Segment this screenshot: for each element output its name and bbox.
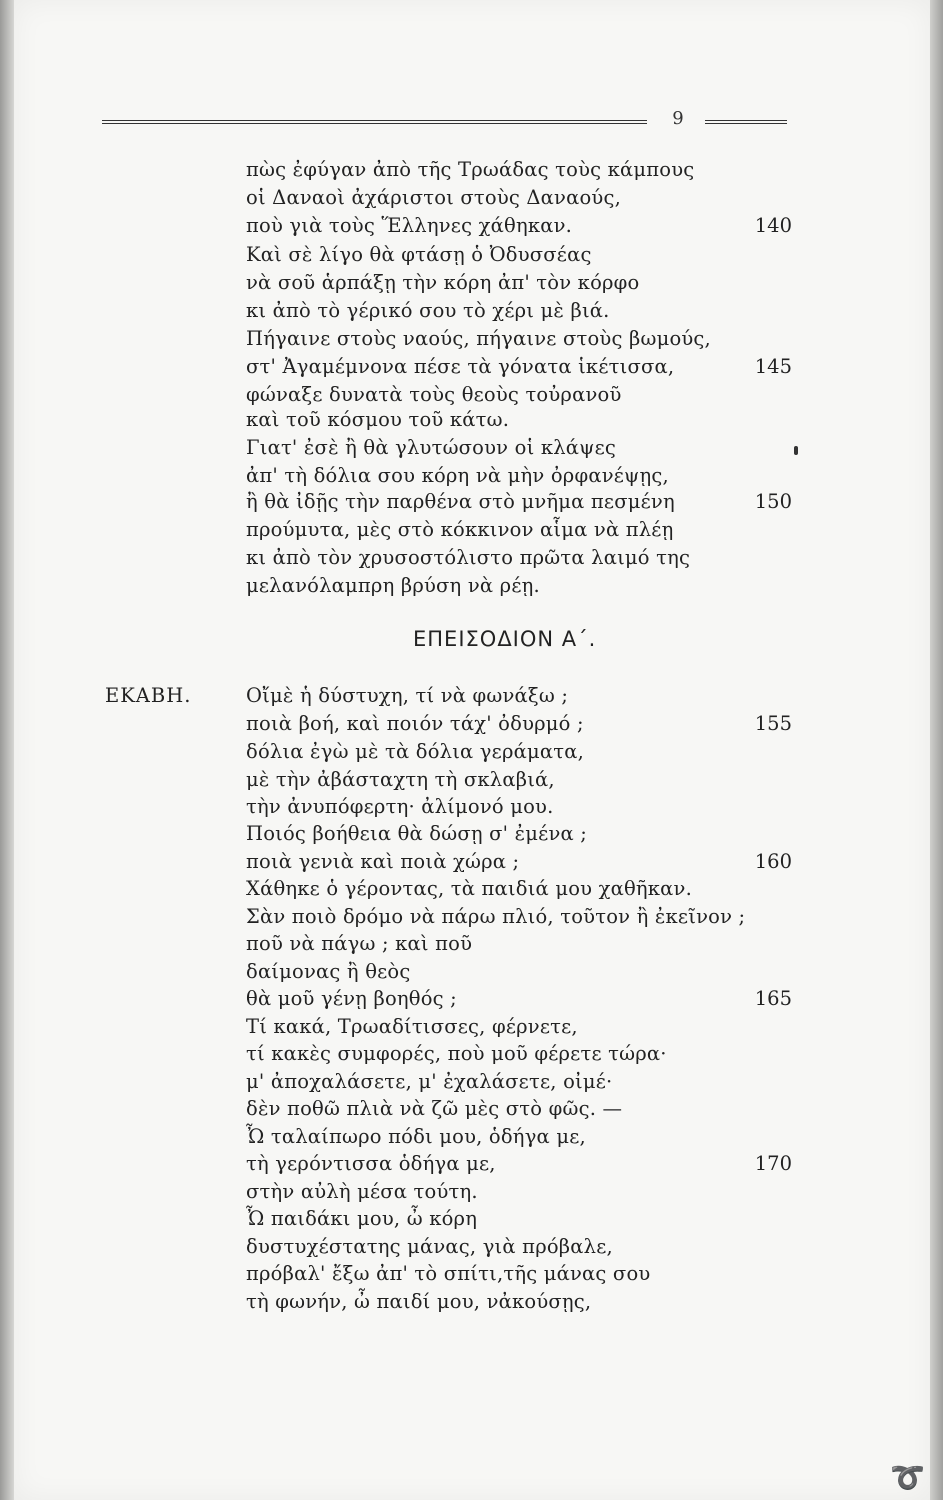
verse-line: στὴν αὐλὴ μέσα τούτη. bbox=[246, 1180, 478, 1203]
line-number: 155 bbox=[754, 712, 792, 735]
verse-line: δαίμονας ἢ θεὸς bbox=[246, 960, 411, 983]
verse-line: μελανόλαμπρη βρύση νὰ ρέῃ. bbox=[246, 574, 540, 597]
verse-line: τὴν ἀνυπόφερτη· ἀλίμονό μου. bbox=[246, 795, 554, 818]
verse-line: Χάθηκε ὁ γέροντας, τὰ παιδιά μου χαθῆκαν. bbox=[246, 877, 693, 900]
line-number: 140 bbox=[754, 214, 792, 237]
line-number: 170 bbox=[754, 1152, 792, 1175]
verse-line: πρόβαλ' ἔξω ἀπ' τὸ σπίτι,τῆς μάνας σου bbox=[246, 1262, 651, 1285]
verse-line: κι ἀπὸ τὸν χρυσοστόλιστο πρῶτα λαιμό της bbox=[246, 546, 691, 569]
verse-line: προύμυτα, μὲς στὸ κόκκινον αἷμα νὰ πλέῃ bbox=[246, 518, 674, 541]
verse-line: κι ἀπὸ τὸ γέρικό σου τὸ χέρι μὲ βιά. bbox=[246, 299, 610, 322]
verse-line: στ' Ἀγαμέμνονα πέσε τὰ γόνατα ἱκέτισσα, bbox=[246, 355, 675, 378]
verse-line: Καὶ σὲ λίγο θὰ φτάσῃ ὁ Ὀδυσσέας bbox=[246, 243, 592, 266]
page-right-edge bbox=[930, 0, 943, 1500]
verse-line: μ' ἀποχαλάσετε, μ' ἐχαλάσετε, οἰμέ· bbox=[246, 1070, 613, 1093]
verse-line: Ποιός βοήθεια θὰ δώσῃ σ' ἐμένα ; bbox=[246, 822, 588, 845]
line-number: 150 bbox=[754, 490, 792, 513]
verse-line: τὴ φωνήν, ὦ παιδί μου, νἀκούσῃς, bbox=[246, 1290, 592, 1313]
page-curl-mark: ➰ bbox=[890, 1461, 925, 1494]
verse-line: Ὦ παιδάκι μου, ὦ κόρη bbox=[246, 1207, 478, 1230]
line-number: 160 bbox=[754, 850, 792, 873]
verse-line: ἢ θὰ ἰδῇς τὴν παρθένα στὸ μνῆμα πεσμένη bbox=[246, 490, 675, 513]
verse-line: μὲ τὴν ἀβάσταχτη τὴ σκλαβιά, bbox=[246, 768, 555, 791]
verse-line: δόλια ἐγὼ μὲ τὰ δόλια γεράματα, bbox=[246, 740, 584, 763]
verse-line: πὼς ἐφύγαν ἀπὸ τῆς Τρωάδας τοὺς κάμπους bbox=[246, 158, 695, 181]
verse-line: θὰ μοῦ γένῃ βοηθός ; bbox=[246, 987, 457, 1010]
line-number: 165 bbox=[754, 987, 792, 1010]
verse-line: δυστυχέστατης μάνας, γιὰ πρόβαλε, bbox=[246, 1235, 613, 1258]
verse-line: ἀπ' τὴ δόλια σου κόρη νὰ μὴν ὀρφανέψῃς, bbox=[246, 464, 669, 487]
verse-line: Οἴμὲ ἡ δύστυχη, τί νὰ φωνάξω ; bbox=[246, 684, 569, 707]
verse-line: Σὰν ποιὸ δρόμο νὰ πάρω πλιό, τοῦτον ἢ ἐκεῖνον ; bbox=[246, 905, 746, 928]
speaker-name: ΕΚΑΒΗ. bbox=[105, 684, 192, 707]
verse-line: δὲν ποθῶ πλιὰ νὰ ζῶ μὲς στὸ φῶς. — bbox=[246, 1097, 623, 1120]
page-header bbox=[102, 108, 787, 132]
page-number: 9 bbox=[672, 108, 684, 129]
verse-line: τὴ γερόντισσα ὁδήγα με, bbox=[246, 1152, 496, 1175]
verse-line: Πήγαινε στοὺς ναούς, πήγαινε στοὺς βωμούς, bbox=[246, 327, 711, 350]
verse-line: καὶ τοῦ κόσμου τοῦ κάτω. bbox=[246, 408, 510, 431]
verse-line: ποὺ γιὰ τοὺς Ἕλληνες χάθηκαν. bbox=[246, 214, 573, 237]
line-number: 145 bbox=[754, 355, 792, 378]
verse-line: νὰ σοῦ ἁρπάξῃ τὴν κόρη ἀπ' τὸν κόρφο bbox=[246, 271, 640, 294]
page-left-shadow bbox=[0, 0, 14, 1500]
verse-line: Γιατ' ἐσὲ ἢ θὰ γλυτώσουν οἱ κλάψες bbox=[246, 436, 617, 459]
verse-line: Τί κακά, Τρωαδίτισσες, φέρνετε, bbox=[246, 1015, 578, 1038]
verse-line: Ὦ ταλαίπωρο πόδι μου, ὁδήγα με, bbox=[246, 1125, 586, 1148]
header-rule-left bbox=[102, 120, 647, 124]
verse-line: τί κακὲς συμφορές, ποὺ μοῦ φέρετε τώρα· bbox=[246, 1042, 667, 1065]
verse-line: οἱ Δαναοὶ ἀχάριστοι στοὺς Δαναούς, bbox=[246, 186, 621, 209]
ink-speck bbox=[794, 446, 798, 455]
verse-line: φώναξε δυνατὰ τοὺς θεοὺς τοὐρανοῦ bbox=[246, 383, 622, 406]
verse-line: ποιὰ γενιὰ καὶ ποιὰ χώρα ; bbox=[246, 850, 520, 873]
verse-line: ποῦ νὰ πάγω ; καὶ ποῦ bbox=[246, 932, 473, 955]
verse-line: ποιὰ βοή, καὶ ποιόν τάχ' ὀδυρμό ; bbox=[246, 712, 584, 735]
section-heading: ΕΠΕΙΣΟΔΙΟΝ Α΄. bbox=[413, 627, 597, 651]
header-rule-right bbox=[705, 120, 787, 124]
